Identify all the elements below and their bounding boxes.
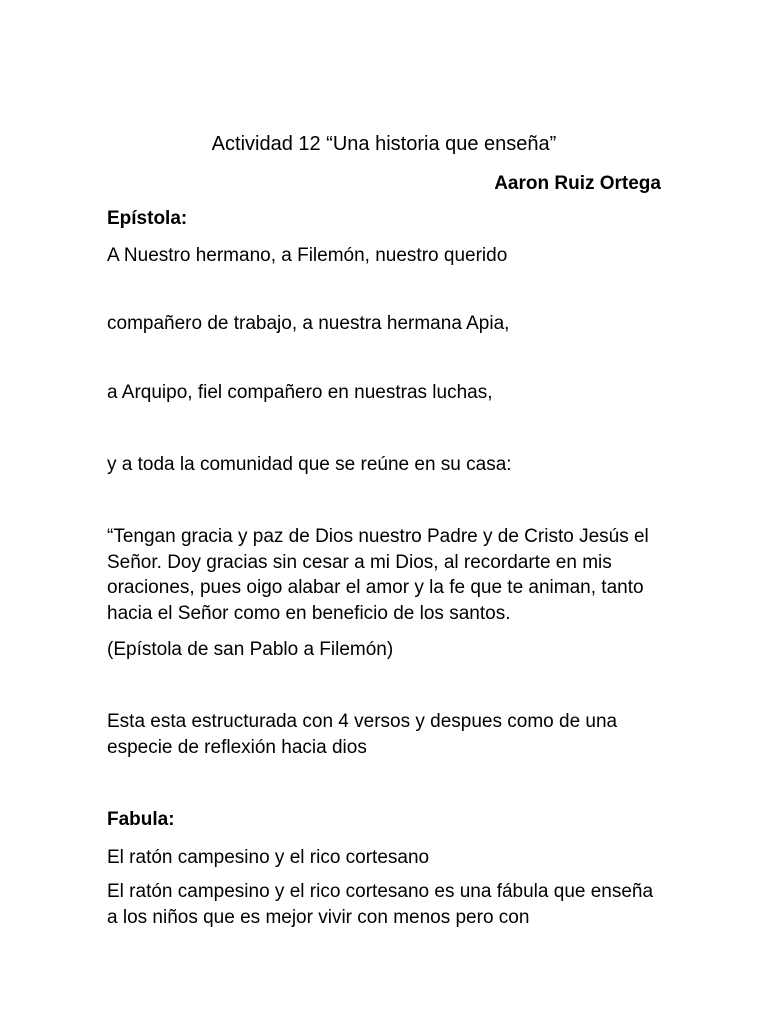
- fabula-subtitle: El ratón campesino y el rico cortesano: [107, 847, 430, 868]
- epistola-comment: Esta esta estructurada con 4 versos y despues como de una especie de reflexión hacia dios: [107, 711, 618, 758]
- epistola-line-3: a Arquipo, fiel compañero en nuestras luchas,: [107, 382, 493, 403]
- epistola-line-2: compañero de trabajo, a nuestra hermana Apia,: [107, 313, 510, 334]
- epistola-source: (Epístola de san Pablo a Filemón): [107, 639, 394, 660]
- document-title: Actividad 12 “Una historia que enseña”: [211, 133, 557, 155]
- epistola-quote: “Tengan gracia y paz de Dios nuestro Padre y de Cristo Jesús el Señor. Doy gracias sin cesar a mi Dios, al recordarte en mis oraciones, pues oigo alabar el amor y la fe que te animan, tanto hacia el Señor como en beneficio de los santos.: [107, 526, 649, 624]
- epistola-line-4: y a toda la comunidad que se reúne en su casa:: [107, 454, 512, 475]
- epistola-line-1: A Nuestro hermano, a Filemón, nuestro querido: [107, 245, 508, 266]
- author-name: Aaron Ruiz Ortega: [494, 173, 661, 194]
- fabula-text: El ratón campesino y el rico cortesano es una fábula que enseña a los niños que es mejor vivir con menos pero con: [107, 881, 654, 928]
- epistola-heading: Epístola:: [107, 208, 188, 229]
- fabula-heading: Fabula:: [107, 809, 175, 830]
